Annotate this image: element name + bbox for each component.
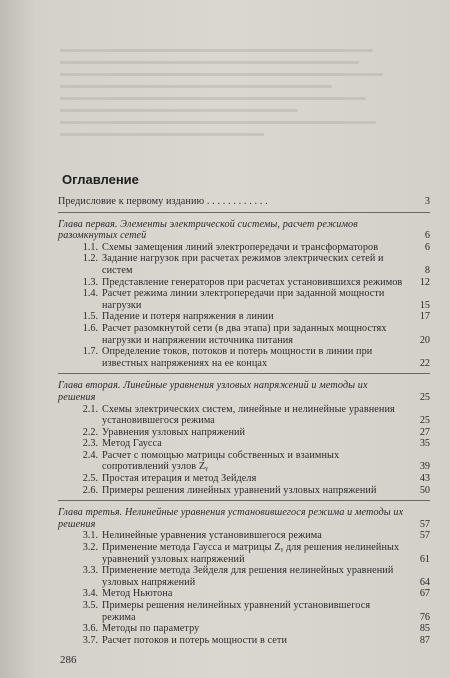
page-number: 286 xyxy=(60,654,77,666)
toc-entry-title: Расчет разомкнутой сети (в два этапа) при заданных мощностях нагрузки и напряжении источника питания xyxy=(102,322,387,346)
toc-section xyxy=(58,473,430,485)
toc-entry-title: Применение метода Зейделя для решения нелинейных уравнений узловых напряжений xyxy=(102,565,394,588)
toc-entry-title: Глава вторая. Линейные уравнения узловых напряжений и методы их решения xyxy=(58,380,368,403)
toc-entry-number: 3.1. xyxy=(82,530,98,542)
toc-entry-title: Расчет режима линии электропередачи при заданной мощности нагрузки xyxy=(102,288,385,311)
toc-section xyxy=(58,565,430,588)
toc-section xyxy=(58,253,430,276)
toc-entry-page: 8 xyxy=(424,264,430,276)
chapter-divider xyxy=(58,212,430,213)
toc-entry-number: 2.1. xyxy=(82,403,98,415)
toc-entry-title: Уравнения узловых напряжений xyxy=(102,426,246,438)
toc-entry-title: Схемы электрических систем, линейные и нелинейные уравнения установившегося режима xyxy=(102,403,395,427)
toc-chapter xyxy=(58,507,430,530)
toc-entry-page: 85 xyxy=(419,623,430,635)
toc-entry-page: 87 xyxy=(419,634,430,646)
toc-entry-title: Падение и потеря напряжения в линии xyxy=(102,311,274,323)
toc-entry-number: 2.5. xyxy=(82,473,98,485)
toc-section xyxy=(58,485,430,497)
toc-section xyxy=(58,530,430,542)
toc-entry-title: Применение метода Гаусса и матрицы Zᵧ для решения нелинейных уравнений узловых напряжений xyxy=(102,542,400,565)
toc-entry-title: Предисловие к первому изданию . . . . . . . . . . . . xyxy=(58,196,268,207)
toc-entry-title: Методы по параметру xyxy=(102,623,200,635)
toc-entry-number: 1.2. xyxy=(82,253,98,265)
toc-entry-page: 6 xyxy=(424,241,430,253)
toc-section xyxy=(58,438,430,450)
toc-entry-title: Глава первая. Элементы электрической системы, расчет режимов разомкнутых сетей xyxy=(58,218,358,242)
toc-entry-page: 25 xyxy=(419,415,430,427)
toc-entry-number: 1.7. xyxy=(82,346,98,358)
toc-entry-number: 2.2. xyxy=(82,426,98,438)
toc-entry-title: Примеры решения линейных уравнений узловых напряжений xyxy=(102,484,377,496)
toc-section xyxy=(58,242,430,254)
toc-entry-title: Нелинейные уравнения установившегося режима xyxy=(102,530,322,542)
toc-entry-number: 1.4. xyxy=(82,288,98,300)
toc-section xyxy=(58,600,430,623)
toc-section xyxy=(58,450,430,473)
toc-chapter xyxy=(58,380,430,403)
toc-section xyxy=(58,542,430,565)
toc-entry-number: 3.4. xyxy=(82,588,98,600)
toc-entry-number: 1.5. xyxy=(82,311,98,323)
toc-section xyxy=(58,277,430,289)
toc-entry-page: 39 xyxy=(419,461,430,473)
toc-section xyxy=(58,623,430,635)
toc-entry-page: 57 xyxy=(419,518,430,530)
toc-section xyxy=(58,323,430,346)
chapter-divider xyxy=(58,500,430,501)
toc-entry-title: Задание нагрузок при расчетах режимов электрических сетей и систем xyxy=(102,253,384,276)
toc-entry-page: 43 xyxy=(419,473,430,485)
toc-entry-page: 6 xyxy=(424,230,430,242)
toc-entry-page: 22 xyxy=(419,357,430,369)
toc-entry-title: Глава третья. Нелинейные уравнения установившегося режима и методы их решения xyxy=(58,507,404,530)
toc-entry-title: Схемы замещения линий электропередачи и трансформаторов xyxy=(102,241,379,253)
toc-entry-number: 2.4. xyxy=(82,449,98,461)
toc-entry-number: 1.1. xyxy=(82,241,98,253)
toc-chapter xyxy=(58,219,430,242)
chapter-divider xyxy=(58,373,430,374)
toc-entry-page: 15 xyxy=(419,299,430,311)
toc-entry-page: 25 xyxy=(419,391,430,403)
toc-intro xyxy=(58,196,430,208)
toc-entry-number: 3.7. xyxy=(82,634,98,646)
toc-entry-title: Метод Ньютона xyxy=(102,588,173,600)
toc-entry-page: 20 xyxy=(419,334,430,346)
toc-entry-page: 57 xyxy=(419,530,430,542)
toc-entry-title: Расчет потоков и потерь мощности в сети xyxy=(102,634,288,646)
toc-entry-title: Простая итерация и метод Зейделя xyxy=(102,473,257,485)
toc-entry-page: 17 xyxy=(419,311,430,323)
toc-entry-page: 35 xyxy=(419,438,430,450)
toc-entry-number: 3.6. xyxy=(82,623,98,635)
bleed-through-text xyxy=(60,40,400,160)
toc-section xyxy=(58,311,430,323)
toc-entry-title: Расчет с помощью матрицы собственных и взаимных сопротивлений узлов Zᵧ xyxy=(102,449,340,473)
toc-section xyxy=(58,588,430,600)
toc-entry-title: Метод Гаусса xyxy=(102,438,162,450)
toc-entry-page: 27 xyxy=(419,426,430,438)
toc-entry-number: 3.5. xyxy=(82,600,98,611)
table-of-contents xyxy=(58,196,430,646)
toc-entry-page: 3 xyxy=(424,196,430,207)
toc-entry-number: 1.6. xyxy=(82,322,98,334)
toc-entry-page: 61 xyxy=(419,553,430,565)
toc-section xyxy=(58,404,430,427)
toc-entry-page: 64 xyxy=(419,576,430,588)
toc-entry-title: Представление генераторов при расчетах установившихся режимов xyxy=(102,276,403,288)
toc-entry-number: 1.3. xyxy=(82,276,98,288)
toc-section xyxy=(58,346,430,369)
toc-entry-page: 76 xyxy=(419,611,430,623)
toc-entry-number: 3.3. xyxy=(82,565,98,577)
toc-entry-number: 2.6. xyxy=(82,484,98,496)
toc-title: Оглавление xyxy=(62,172,139,187)
toc-entry-title: Примеры решения нелинейных уравнений установившегося режима xyxy=(102,600,371,623)
toc-section xyxy=(58,288,430,311)
toc-entry-page: 67 xyxy=(419,588,430,600)
toc-entry-title: Определение токов, потоков и потерь мощности в линии при известных напряжениях на ее концах xyxy=(102,346,373,369)
toc-entry-number: 3.2. xyxy=(82,542,98,554)
toc-section xyxy=(58,635,430,647)
toc-entry-number: 2.3. xyxy=(82,438,98,450)
toc-entry-page: 50 xyxy=(419,484,430,496)
toc-section xyxy=(58,427,430,439)
toc-entry-page: 12 xyxy=(419,276,430,288)
